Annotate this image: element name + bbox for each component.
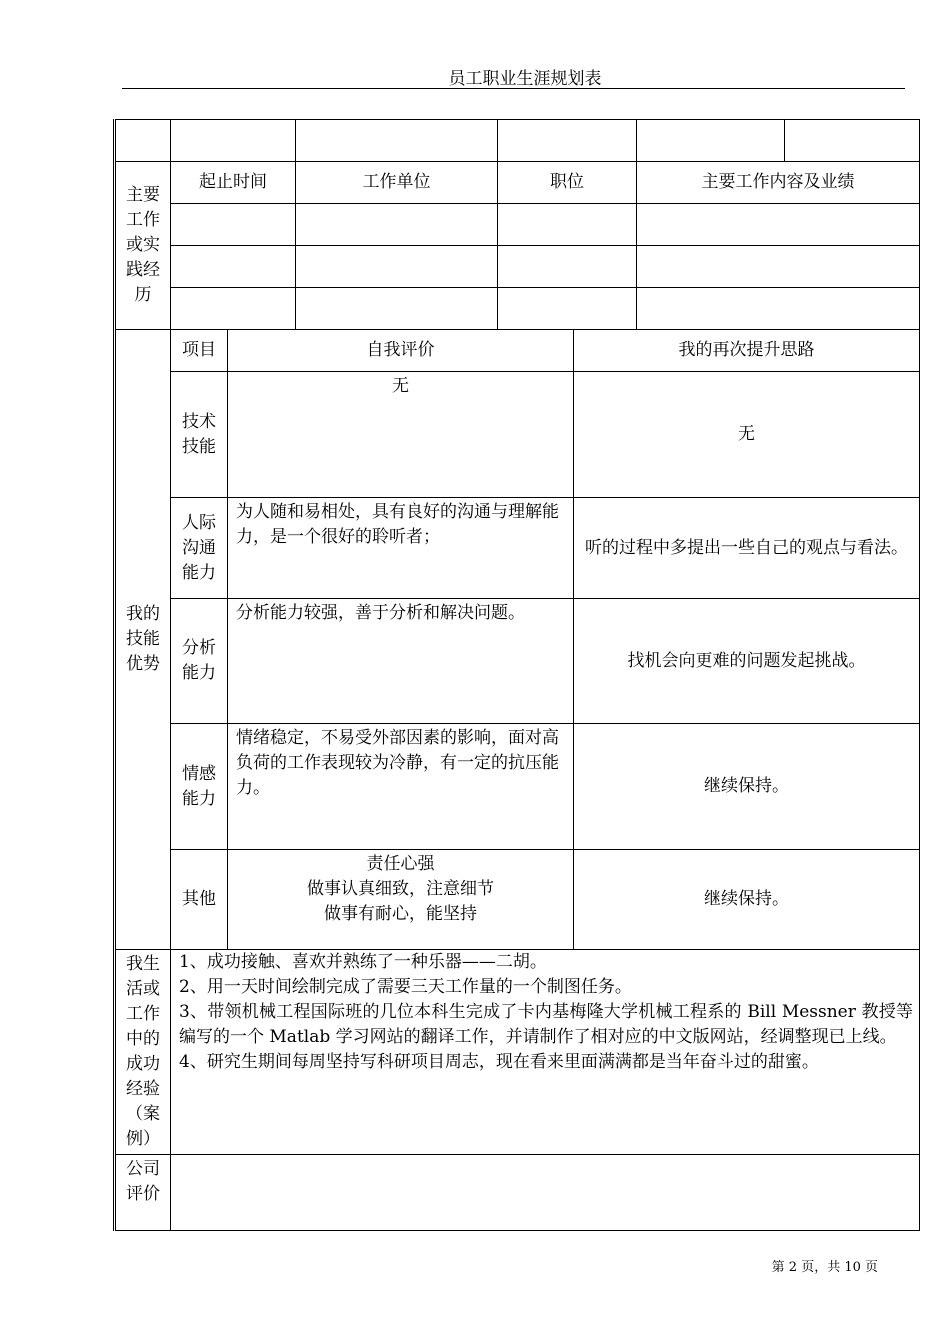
success-item: 4、研究生期间每周坚持写科研项目周志，现在看来里面满满都是当年奋斗过的甜蜜。: [179, 1052, 819, 1072]
self-eval-communication: 为人随和易相处，具有良好的沟通与理解能力，是一个很好的聆听者；: [228, 498, 574, 599]
col-header-improve: 我的再次提升思路: [574, 330, 920, 372]
success-table: [113, 949, 920, 1231]
work-cell: [171, 288, 296, 330]
blank-cell: [171, 120, 296, 162]
work-cell: [498, 288, 637, 330]
document-header-title: 员工职业生涯规划表: [448, 69, 602, 89]
work-cell: [637, 288, 920, 330]
company-eval-content: [171, 1155, 920, 1231]
work-cell: [296, 246, 498, 288]
blank-cell: [296, 120, 498, 162]
self-eval-technical: 无: [228, 372, 574, 498]
success-item: 1、成功接触、喜欢并熟练了一种乐器——二胡。: [179, 952, 547, 972]
improve-emotional: 继续保持。: [574, 724, 920, 850]
self-eval-other-line: 责任心强: [366, 854, 435, 874]
improve-other: 继续保持。: [574, 850, 920, 950]
company-eval-label: 公司评价: [115, 1155, 171, 1231]
work-cell: [637, 204, 920, 246]
blank-cell: [785, 120, 920, 162]
self-eval-analysis: 分析能力较强，善于分析和解决问题。: [228, 599, 574, 724]
success-item: 2、用一天时间绘制完成了需要三天工作量的一个制图任务。: [179, 977, 632, 997]
self-eval-emotional: 情绪稳定，不易受外部因素的影响，面对高负荷的工作表现较为冷静，有一定的抗压能力。: [228, 724, 574, 850]
skill-item-emotional: 情感能力: [171, 724, 228, 850]
work-history-table: [113, 119, 920, 330]
page-number: 第 2 页，共 10 页: [771, 1260, 878, 1275]
work-cell: [171, 246, 296, 288]
skills-table: [113, 329, 920, 950]
work-cell: [296, 288, 498, 330]
work-cell: [296, 204, 498, 246]
header-rule: [122, 88, 905, 89]
col-header-period: 起止时间: [171, 162, 296, 204]
work-history-label: 主要工作或实践经历: [115, 162, 171, 330]
work-cell: [171, 204, 296, 246]
improve-technical: 无: [574, 372, 920, 498]
col-header-position: 职位: [498, 162, 637, 204]
col-header-employer: 工作单位: [296, 162, 498, 204]
improve-analysis: 找机会向更难的问题发起挑战。: [574, 599, 920, 724]
improve-communication: 听的过程中多提出一些自己的观点与看法。: [574, 498, 920, 599]
skill-item-other: 其他: [171, 850, 228, 950]
skill-item-communication: 人际沟通能力: [171, 498, 228, 599]
blank-cell: [115, 120, 171, 162]
self-eval-other-line: 做事有耐心，能坚持: [324, 904, 477, 924]
skill-item-technical: 技术技能: [171, 372, 228, 498]
work-cell: [498, 204, 637, 246]
success-list: [171, 950, 920, 1155]
success-label: 我生活或工作中的成功经验（案例）: [115, 950, 171, 1155]
col-header-duties: 主要工作内容及业绩: [637, 162, 920, 204]
blank-cell: [637, 120, 785, 162]
work-cell: [637, 246, 920, 288]
success-item: 3、带领机械工程国际班的几位本科生完成了卡内基梅隆大学机械工程系的 Bill Messner 教授等编写的一个 Matlab 学习网站的翻译工作，并请制作了相对应的中文版网站，经调整现已上线。: [179, 1002, 913, 1047]
self-eval-other: [228, 850, 574, 950]
blank-cell: [498, 120, 637, 162]
skills-label: 我的技能优势: [115, 330, 171, 950]
col-header-item: 项目: [171, 330, 228, 372]
self-eval-other-line: 做事认真细致，注意细节: [307, 879, 494, 899]
skill-item-analysis: 分析能力: [171, 599, 228, 724]
work-cell: [498, 246, 637, 288]
col-header-self-eval: 自我评价: [228, 330, 574, 372]
